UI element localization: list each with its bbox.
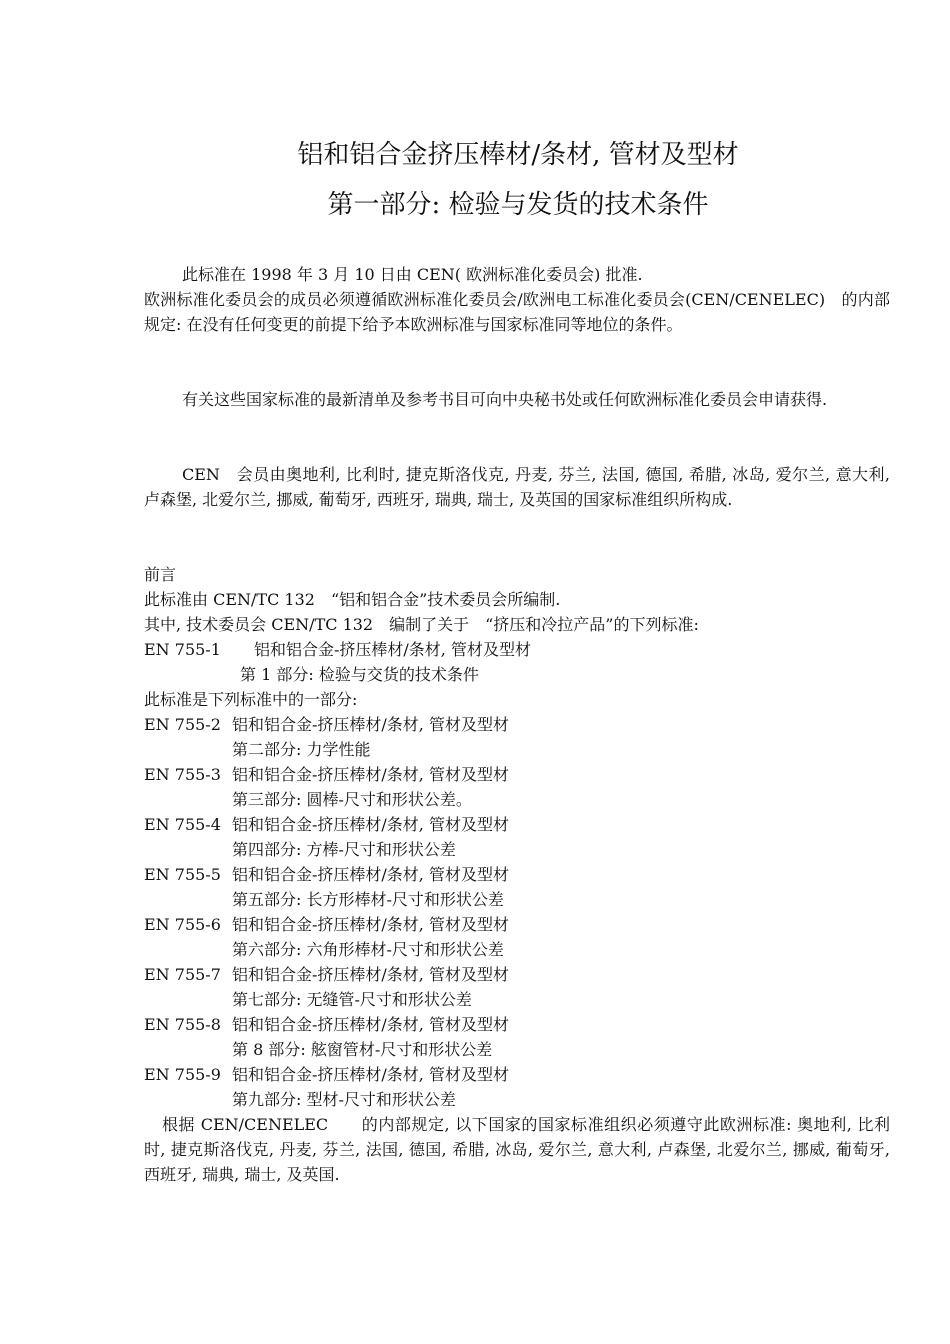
standard-entry: [144, 1062, 509, 1087]
closing-paragraph: 根据 CEN/CENELEC 的内部规定, 以下国家的国家标准组织必须遵守此欧洲标准: 奥地利, 比利时, 捷克斯洛伐克, 丹麦, 芬兰, 法国, 德国, 希腊, 冰岛, 爱尔兰, 意大利, 卢森堡, 北爱尔兰, 挪威, 葡萄牙, 西班牙, 瑞典, 瑞士, 及英国.: [144, 1115, 890, 1184]
standard-code: EN 755-8: [144, 1015, 221, 1034]
standard-code: EN 755-2: [144, 715, 221, 734]
standard-part: 第四部分: 方棒-尺寸和形状公差: [232, 840, 456, 859]
standard-entry: [144, 862, 509, 887]
approval-sentence: 此标准在 1998 年 3 月 10 日由 CEN( 欧洲标准化委员会) 批准.: [182, 265, 643, 284]
standard-title: 铝和铝合金-挤压棒材/条材, 管材及型材: [232, 1015, 509, 1034]
lists-paragraph: 有关这些国家标准的最新清单及参考书目可向中央秘书处或任何欧洲标准化委员会申请获得.: [182, 390, 828, 409]
standard-title: 铝和铝合金-挤压棒材/条材, 管材及型材: [232, 965, 509, 984]
document-subtitle: 第一部分: 检验与发货的技术条件: [327, 190, 709, 220]
standard-title: 铝和铝合金-挤压棒材/条材, 管材及型材: [254, 640, 531, 659]
standard-code: EN 755-6: [144, 915, 221, 934]
standard-entry: [144, 812, 509, 837]
standard-part: 第三部分: 圆棒-尺寸和形状公差。: [232, 790, 472, 809]
standard-title: 铝和铝合金-挤压棒材/条材, 管材及型材: [232, 815, 509, 834]
standard-part: 第 1 部分: 检验与交货的技术条件: [240, 665, 479, 684]
standard-title: 铝和铝合金-挤压棒材/条材, 管材及型材: [232, 915, 509, 934]
standard-code: EN 755-3: [144, 765, 221, 784]
standard-code: EN 755-1: [144, 640, 221, 659]
standard-part: 第九部分: 型材-尺寸和形状公差: [232, 1090, 456, 1109]
standard-title: 铝和铝合金-挤压棒材/条材, 管材及型材: [232, 765, 509, 784]
standard-code: EN 755-9: [144, 1065, 221, 1084]
foreword-heading: 前言: [144, 565, 177, 584]
standard-entry: [144, 637, 531, 662]
foreword-line: 其中, 技术委员会 CEN/TC 132 编制了关于 “挤压和冷拉产品”的下列标准:: [144, 615, 699, 634]
standard-entry: [144, 912, 509, 937]
standard-code: EN 755-4: [144, 815, 221, 834]
members-paragraph: CEN 会员由奥地利, 比利时, 捷克斯洛伐克, 丹麦, 芬兰, 法国, 德国, 希腊, 冰岛, 爱尔兰, 意大利, 卢森堡, 北爱尔兰, 挪威, 葡萄牙, 西班牙, 瑞典, 瑞士, 及英国的国家标准组织所构成.: [144, 465, 890, 509]
standard-title: 铝和铝合金-挤压棒材/条材, 管材及型材: [232, 1065, 509, 1084]
standard-entry: [144, 762, 509, 787]
standard-entry: [144, 1012, 509, 1037]
standard-title: 铝和铝合金-挤压棒材/条材, 管材及型材: [232, 865, 509, 884]
standard-title: 铝和铝合金-挤压棒材/条材, 管材及型材: [232, 715, 509, 734]
standard-part: 第 8 部分: 舷窗管材-尺寸和形状公差: [232, 1040, 493, 1059]
standard-part: 第七部分: 无缝管-尺寸和形状公差: [232, 990, 472, 1009]
standard-part: 第二部分: 力学性能: [232, 740, 371, 759]
standard-code: EN 755-5: [144, 865, 221, 884]
standard-part: 第五部分: 长方形棒材-尺寸和形状公差: [232, 890, 504, 909]
standard-entry: [144, 712, 509, 737]
standard-part: 第六部分: 六角形棒材-尺寸和形状公差: [232, 940, 504, 959]
members-rule-paragraph: 欧洲标准化委员会的成员必须遵循欧洲标准化委员会/欧洲电工标准化委员会(CEN/CENELEC) 的内部规定: 在没有任何变更的前提下给予本欧洲标准与国家标准同等地位的条件。: [144, 290, 890, 334]
document-title: 铝和铝合金挤压棒材/条材, 管材及型材: [297, 140, 739, 170]
standard-code: EN 755-7: [144, 965, 221, 984]
standard-entry: [144, 962, 509, 987]
series-intro: 此标准是下列标准中的一部分:: [144, 690, 358, 709]
foreword-line: 此标准由 CEN/TC 132 “铝和铝合金”技术委员会所编制.: [144, 590, 561, 609]
